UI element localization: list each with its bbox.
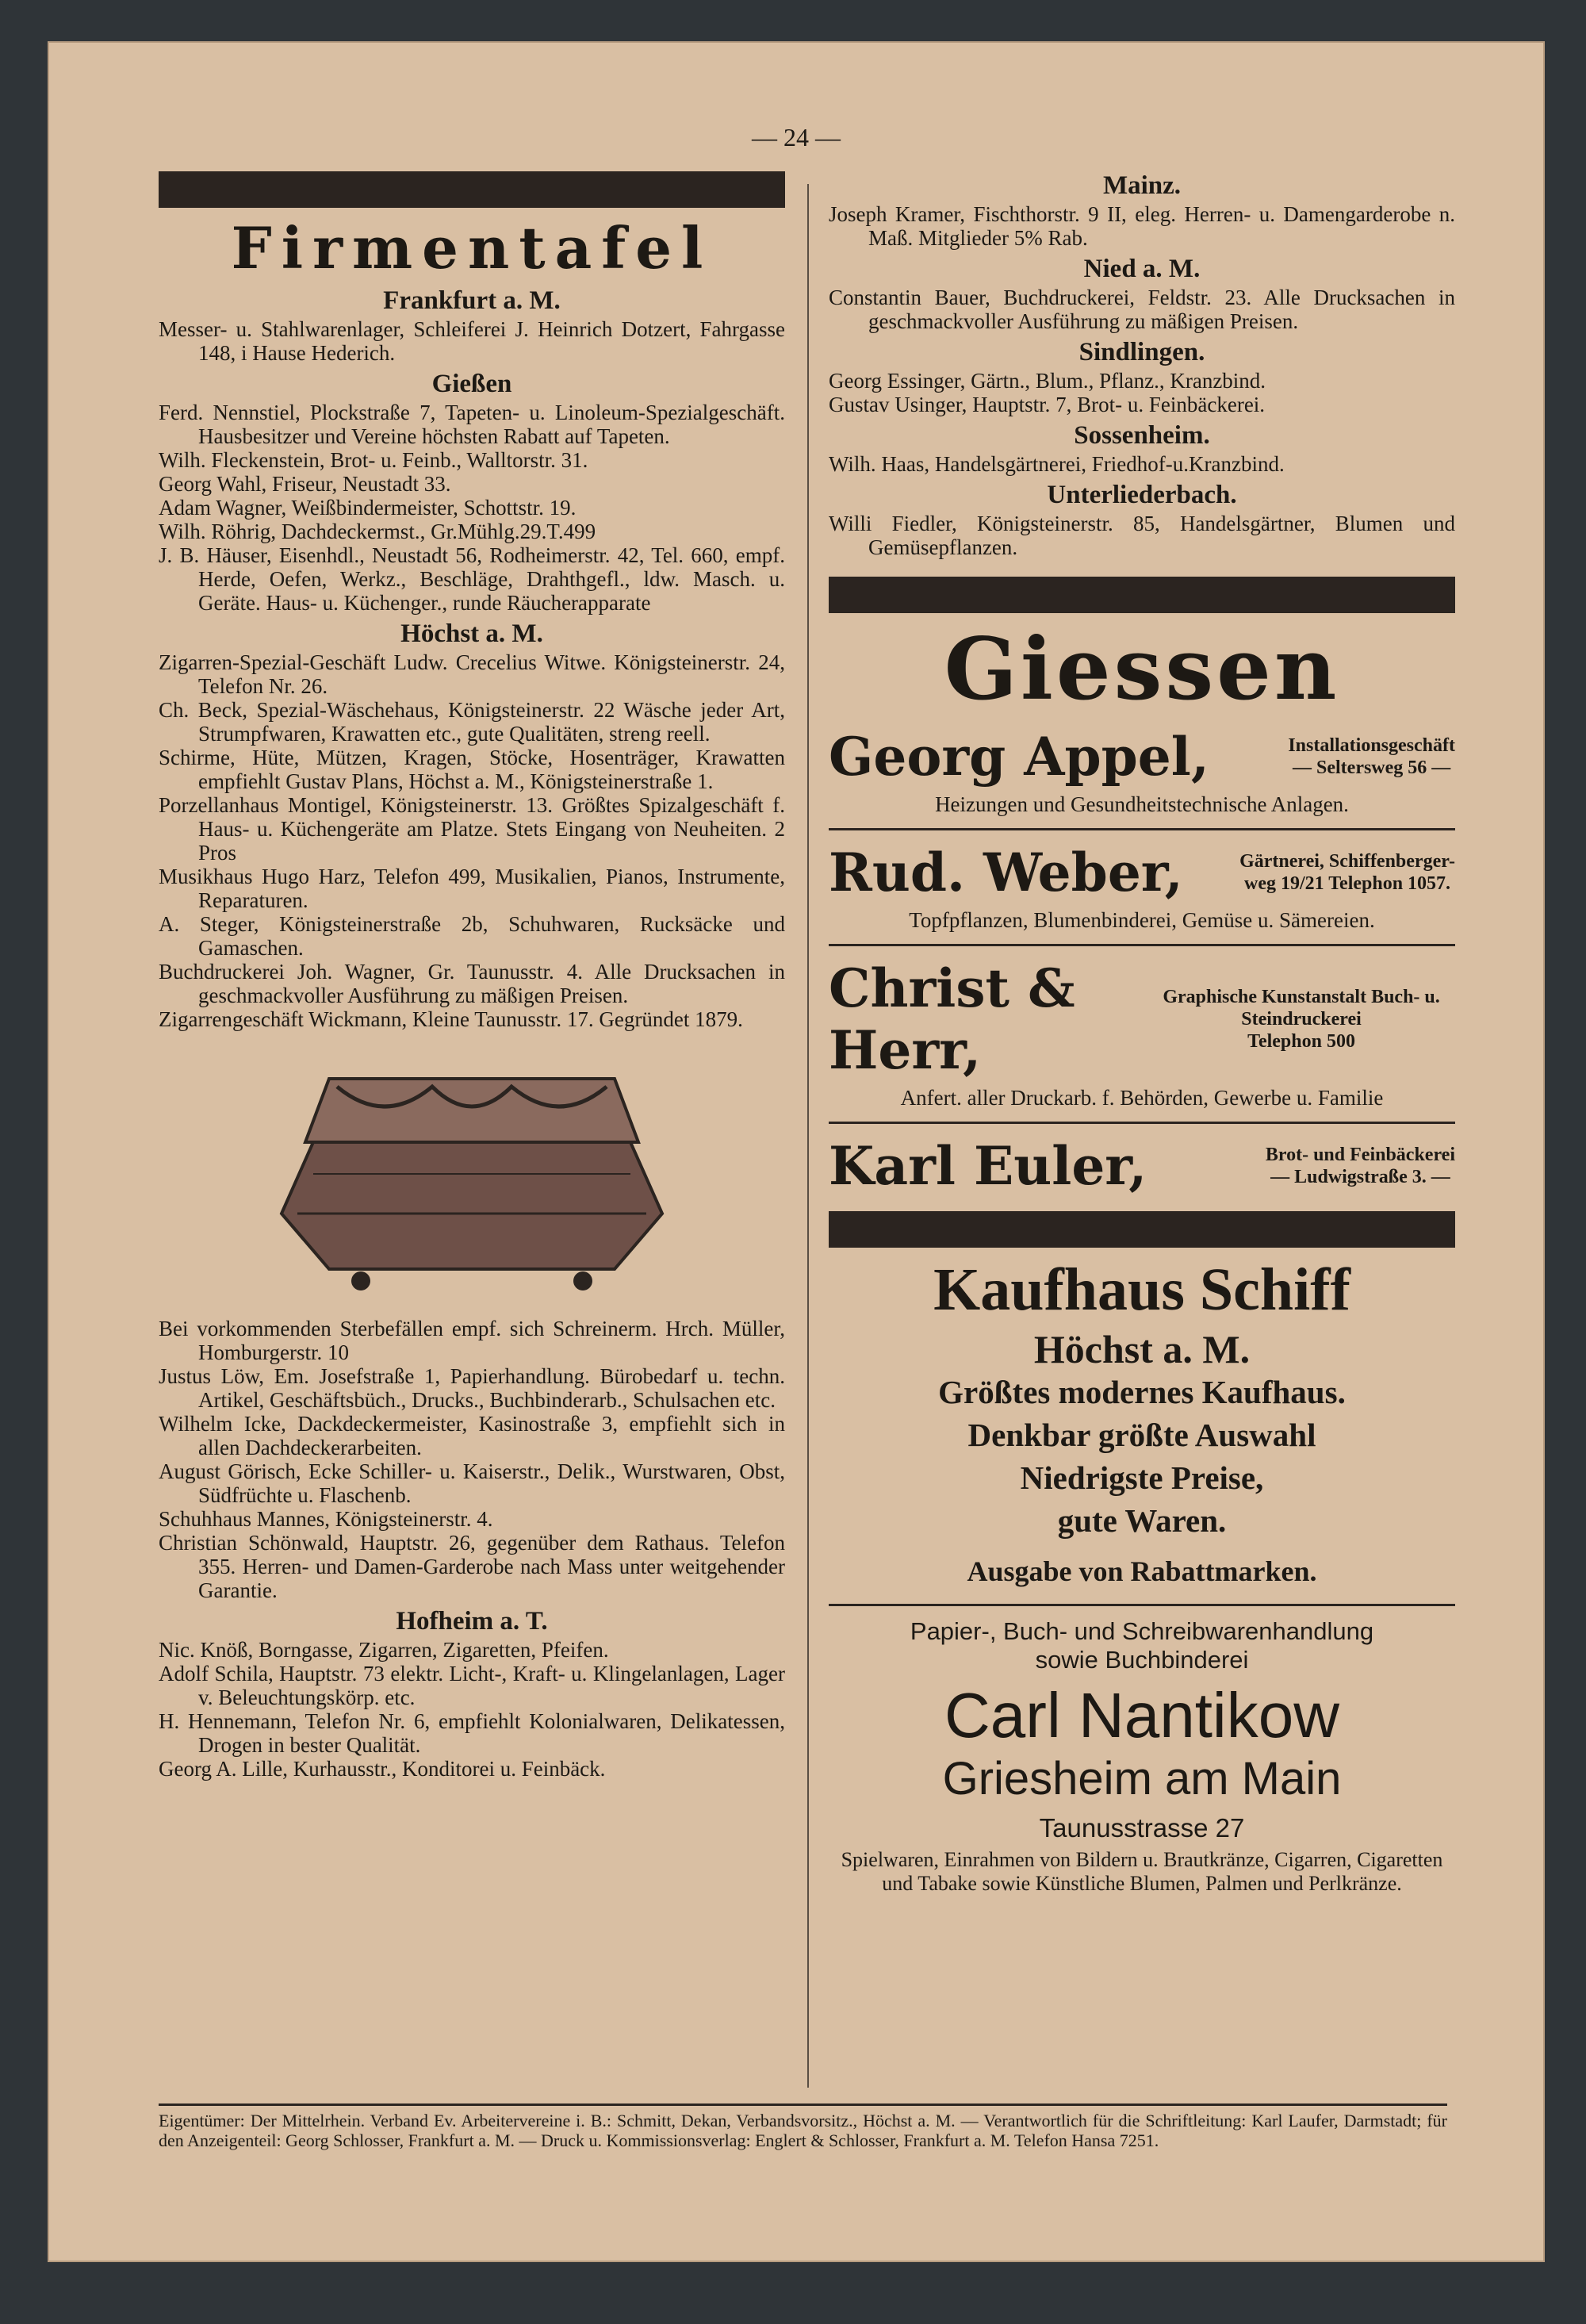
title-bar bbox=[159, 171, 785, 208]
ad-sub: Anfert. aller Druckarb. f. Behörden, Gewerbe u. Familie bbox=[900, 1086, 1384, 1110]
kaufhaus-footer: Ausgabe von Rabattmarken. bbox=[967, 1555, 1317, 1587]
ad-side-line: — Seltersweg 56 — bbox=[1293, 757, 1451, 778]
entry: Wilh. Röhrig, Dachdeckermst., Gr.Mühlg.29.T.499 bbox=[159, 520, 596, 543]
ad-side-line: Installationsgeschäft bbox=[1288, 735, 1455, 756]
divider bbox=[829, 1604, 1455, 1606]
entry: Christian Schönwald, Hauptstr. 26, gegenüber dem Rathaus. Telefon 355. Herren- und Damen-Garderobe nach Mass unter weitgehender Garantie. bbox=[159, 1531, 785, 1602]
kaufhaus-name: Kaufhaus Schiff bbox=[933, 1256, 1350, 1323]
entry: Schirme, Hüte, Mützen, Kragen, Stöcke, Hosenträger, Krawatten empfiehlt Gustav Plans, Höchst a. M., Königsteinerstraße 1. bbox=[159, 746, 785, 793]
entry: Justus Löw, Em. Josefstraße 1, Papierhandlung. Bürobedarf u. techn. Artikel, Geschäftsbüch., Drucks., Buchbinderarb., Schulsachen etc. bbox=[159, 1364, 785, 1412]
ad-sub: Topfpflanzen, Blumenbinderei, Gemüse u. Sämereien. bbox=[909, 908, 1375, 932]
ad-name: Christ & Herr, bbox=[829, 957, 1075, 1081]
entry: August Görisch, Ecke Schiller- u. Kaiserstr., Delik., Wurstwaren, Obst, Südfrüchte u. Flaschenb. bbox=[159, 1459, 785, 1507]
entry: Ferd. Nennstiel, Plockstraße 7, Tapeten- u. Linoleum-Spezialgeschäft. Hausbesitzer und Vereine höchsten Rabatt auf Tapeten. bbox=[159, 401, 785, 448]
entry: Nic. Knöß, Borngasse, Zigarren, Zigaretten, Pfeifen. bbox=[159, 1638, 609, 1662]
ad-side-line: Gärtnerei, Schiffenberger- bbox=[1239, 851, 1455, 872]
entry: Zigarrengeschäft Wickmann, Kleine Taunusstr. 17. Gegründet 1879. bbox=[159, 1007, 743, 1031]
city-heading: Sindlingen. bbox=[1078, 338, 1205, 366]
entry: Adam Wagner, Weißbindermeister, Schottstr. 19. bbox=[159, 496, 577, 520]
entry: Wilh. Haas, Handelsgärtnerei, Friedhof-u.Kranzbind. bbox=[829, 452, 1285, 476]
ad-side-line: Telephon 500 bbox=[1247, 1031, 1355, 1052]
city-heading: Sossenheim. bbox=[1074, 421, 1210, 450]
ad-side bbox=[1147, 986, 1455, 1053]
ad-side bbox=[1239, 850, 1455, 895]
entry: Willi Fiedler, Königsteinerstr. 85, Handelsgärtner, Blumen und Gemüsepflanzen. bbox=[829, 512, 1455, 559]
entry: Gustav Usinger, Hauptstr. 7, Brot- u. Feinbäckerei. bbox=[829, 393, 1266, 416]
divider bbox=[829, 1122, 1455, 1124]
nantikow-place: Griesheim am Main bbox=[942, 1753, 1342, 1804]
entry: Messer- u. Stahlwarenlager, Schleiferei J. Heinrich Dotzert, Fahrgasse 148, i Hause Hederich. bbox=[159, 317, 785, 365]
nantikow-desc: Spielwaren, Einrahmen von Bildern u. Brautkränze, Cigarren, Cigaretten und Tabake sowie Künstliche Blumen, Palmen und Perlkränze. bbox=[841, 1848, 1443, 1895]
entry: Wilhelm Icke, Dackdeckermeister, Kasinostraße 3, empfiehlt sich in allen Dachdeckerarbeiten. bbox=[159, 1412, 785, 1459]
giessen-title: Giessen bbox=[944, 619, 1340, 719]
entry: Ch. Beck, Spezial-Wäschehaus, Königsteinerstr. 22 Wäsche jeder Art, Strumpfwaren, Krawatten etc., gute Qualitäten, streng reell. bbox=[159, 698, 785, 746]
entry: Bei vorkommenden Sterbefällen empf. sich Schreinerm. Hrch. Müller, Homburgerstr. 10 bbox=[159, 1317, 785, 1364]
nantikow-line: sowie Buchbinderei bbox=[1035, 1646, 1249, 1674]
entry: Buchdruckerei Joh. Wagner, Gr. Taunusstr. 4. Alle Drucksachen in geschmackvoller Ausführung zu mäßigen Preisen. bbox=[159, 960, 785, 1007]
city-heading: Hofheim a. T. bbox=[396, 1607, 548, 1636]
left-column bbox=[159, 167, 785, 1781]
entry: Georg Wahl, Friseur, Neustadt 33. bbox=[159, 472, 451, 496]
kaufhaus-line: Niedrigste Preise, bbox=[1020, 1459, 1264, 1496]
coffin-illustration bbox=[266, 1055, 678, 1293]
kaufhaus-line: Größtes modernes Kaufhaus. bbox=[938, 1374, 1346, 1410]
nantikow-ad bbox=[829, 1617, 1455, 1896]
nantikow-street: Taunusstrasse 27 bbox=[1039, 1813, 1245, 1843]
entry: Wilh. Fleckenstein, Brot- u. Feinb., Walltorstr. 31. bbox=[159, 448, 588, 472]
ad-side bbox=[1288, 734, 1455, 779]
imprint-footer: Eigentümer: Der Mittelrhein. Verband Ev. Arbeitervereine i. B.: Schmitt, Dekan, Verbandsvorsitz., Höchst a. M. — Verantwortlich für die Schriftleitung: Karl Laufer, Darmstadt; für den Anzeigenteil: Georg Schlosser, Frankfurt a. M. — Druck u. Kommissionsverlag: Englert & Schlosser, Frankfurt a. M. Telefon Hansa 7251. bbox=[159, 2103, 1447, 2150]
entry: Musikhaus Hugo Harz, Telefon 499, Musikalien, Pianos, Instrumente, Reparaturen. bbox=[159, 865, 785, 912]
kaufhaus-city: Höchst a. M. bbox=[1033, 1327, 1251, 1371]
entry: Zigarren-Spezial-Geschäft Ludw. Crecelius Witwe. Königsteinerstr. 24, Telefon Nr. 26. bbox=[159, 650, 785, 698]
right-column bbox=[829, 167, 1455, 1896]
divider bbox=[829, 944, 1455, 946]
city-heading: Frankfurt a. M. bbox=[383, 286, 561, 315]
entry: H. Hennemann, Telefon Nr. 6, empfiehlt Kolonialwaren, Delikatessen, Drogen in bester Qualität. bbox=[159, 1709, 785, 1757]
city-heading: Nied a. M. bbox=[1083, 255, 1201, 283]
entry: Adolf Schila, Hauptstr. 73 elektr. Licht-, Kraft- u. Klingelanlagen, Lager v. Beleuchtungskörp. etc. bbox=[159, 1662, 785, 1709]
ad-side-line: Graphische Kunstanstalt Buch- u. Steindruckerei bbox=[1163, 987, 1440, 1030]
ad-sub: Heizungen und Gesundheitstechnische Anlagen. bbox=[935, 792, 1349, 816]
column-divider bbox=[807, 184, 809, 2088]
ad-weber bbox=[829, 842, 1455, 903]
city-heading: Mainz. bbox=[1102, 171, 1182, 200]
ad-side-line: weg 19/21 Telephon 1057. bbox=[1244, 873, 1451, 894]
ad-euler bbox=[829, 1135, 1455, 1197]
ad-name: Rud. Weber, bbox=[829, 842, 1183, 903]
ad-side bbox=[1266, 1144, 1455, 1188]
ad-appel bbox=[829, 726, 1455, 788]
entry: A. Steger, Königsteinerstraße 2b, Schuhwaren, Rucksäcke und Gamaschen. bbox=[159, 912, 785, 960]
ad-name: Georg Appel, bbox=[829, 726, 1209, 788]
entry: Schuhhaus Mannes, Königsteinerstr. 4. bbox=[159, 1507, 493, 1531]
entry: Constantin Bauer, Buchdruckerei, Feldstr. 23. Alle Drucksachen in geschmackvoller Ausführung zu mäßigen Preisen. bbox=[829, 286, 1455, 333]
entry: Georg A. Lille, Kurhausstr., Konditorei u. Feinbäck. bbox=[159, 1757, 606, 1781]
ad-christ-herr bbox=[829, 957, 1455, 1081]
kaufhaus-line: Denkbar größte Auswahl bbox=[967, 1417, 1316, 1453]
entry: Joseph Kramer, Fischthorstr. 9 II, eleg. Herren- u. Damengarderobe n. Maß. Mitglieder 5% Rab. bbox=[829, 202, 1455, 250]
ad-name: Karl Euler, bbox=[829, 1135, 1147, 1197]
nantikow-name: Carl Nantikow bbox=[944, 1680, 1339, 1751]
ad-side-line: — Ludwigstraße 3. — bbox=[1270, 1167, 1450, 1187]
giessen-bar bbox=[829, 577, 1455, 613]
kaufhaus-bar bbox=[829, 1211, 1455, 1248]
city-heading: Höchst a. M. bbox=[400, 619, 543, 648]
city-heading: Unterliederbach. bbox=[1047, 481, 1237, 509]
firmentafel-title: Firmentafel bbox=[231, 214, 713, 282]
entry: J. B. Häuser, Eisenhdl., Neustadt 56, Rodheimerstr. 42, Tel. 660, empf. Herde, Oefen, Werkz., Beschläge, Drahthgefl., ldw. Masch. u. Geräte. Haus- u. Küchenger., runde Räucherapparate bbox=[159, 543, 785, 615]
page-number: — 24 — bbox=[752, 123, 841, 151]
ad-side-line: Brot- und Feinbäckerei bbox=[1265, 1145, 1455, 1165]
entry: Porzellanhaus Montigel, Königsteinerstr. 13. Größtes Spizalgeschäft f. Haus- u. Küchengeräte am Platze. Stets Eingang von Neuheiten. 2 Pros bbox=[159, 793, 785, 865]
kaufhaus-line: gute Waren. bbox=[1057, 1502, 1227, 1539]
nantikow-line: Papier-, Buch- und Schreibwarenhandlung bbox=[910, 1617, 1374, 1645]
city-heading: Gießen bbox=[431, 370, 512, 398]
divider bbox=[829, 828, 1455, 830]
entry: Georg Essinger, Gärtn., Blum., Pflanz., Kranzbind. bbox=[829, 369, 1266, 393]
